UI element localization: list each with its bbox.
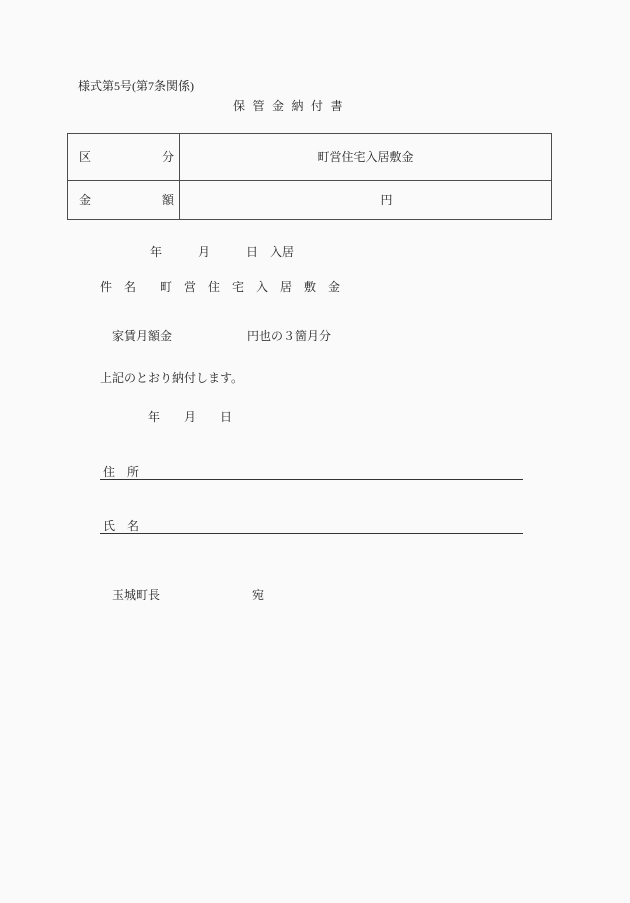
category-value-cell — [180, 134, 551, 180]
subject-line: 件 名 町 営 住 宅 入 居 敷 金 — [100, 280, 341, 294]
category-value: 町営住宅入居敷金 — [317, 150, 414, 164]
rent-value: 円也の３箇月分 — [247, 329, 332, 343]
rent-line — [100, 318, 331, 354]
date-line: 年 月 日 — [148, 410, 233, 424]
page-title: 保管金納付書 — [233, 99, 351, 113]
category-label-left: 区 — [79, 150, 92, 164]
address-field — [100, 466, 523, 480]
addressee-suffix: 宛 — [252, 588, 265, 602]
amount-label-left: 金 — [79, 193, 92, 207]
amount-label-cell — [68, 181, 180, 219]
address-label: 住 所 — [103, 465, 140, 479]
rent-label: 家賃月額金 — [112, 329, 173, 343]
payment-statement: 上記のとおり納付します。 — [100, 371, 244, 385]
category-amount-table — [67, 133, 552, 220]
table-row-amount — [68, 180, 551, 219]
move-in-date-line: 年 月 日 入居 — [150, 245, 295, 259]
addressee-line — [100, 577, 264, 613]
amount-label-right: 額 — [161, 193, 174, 207]
table-row-category — [68, 134, 551, 180]
category-label-cell — [68, 134, 180, 180]
name-label: 氏 名 — [103, 519, 140, 533]
amount-value-cell — [180, 181, 551, 219]
form-number: 様式第5号(第7条関係) — [78, 79, 194, 93]
category-label-right: 分 — [161, 150, 174, 164]
addressee-name: 玉城町長 — [112, 588, 161, 602]
name-field — [100, 520, 523, 534]
amount-unit: 円 — [380, 193, 393, 207]
